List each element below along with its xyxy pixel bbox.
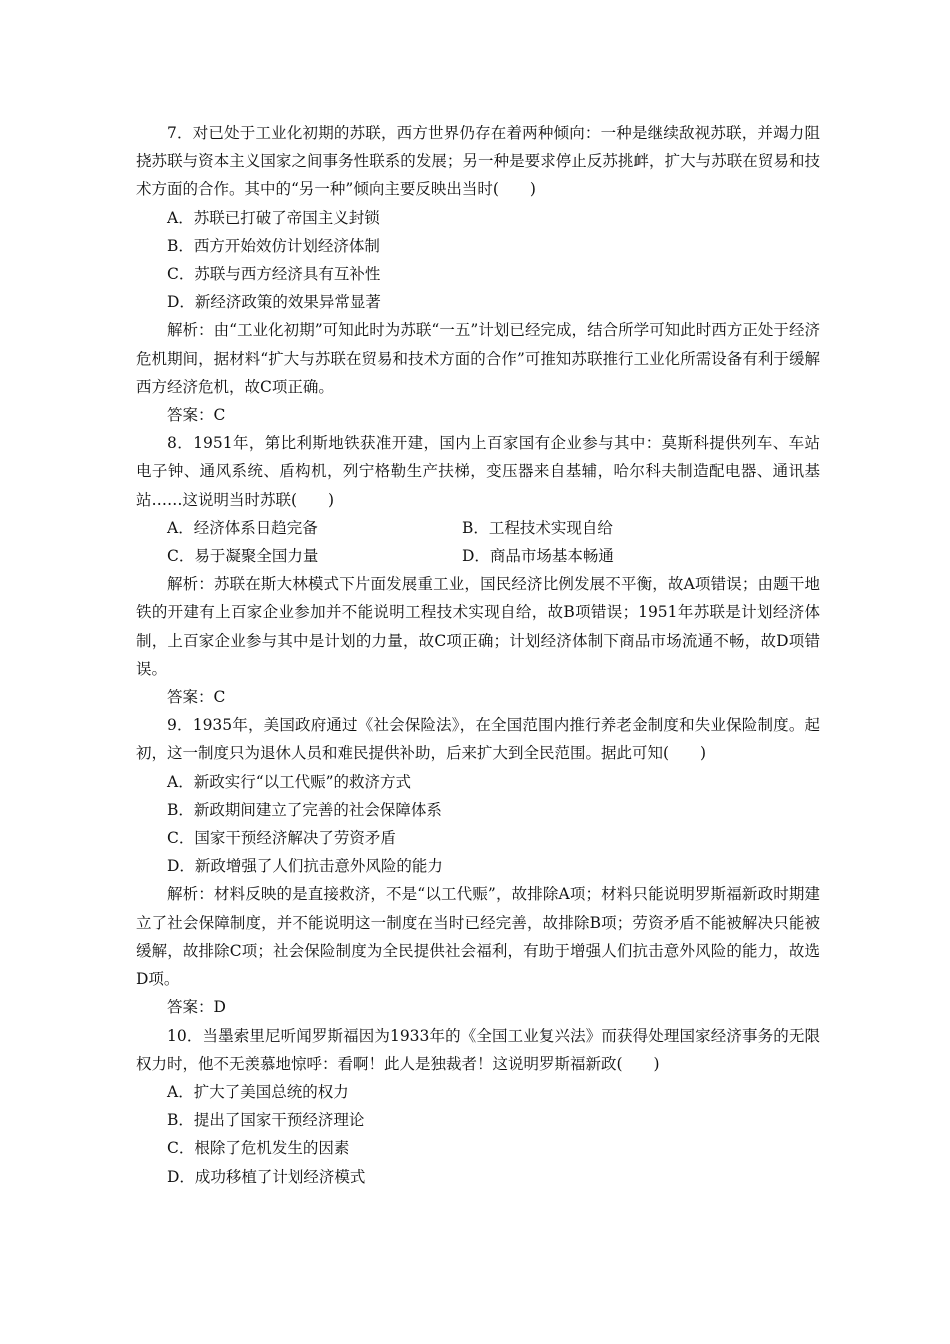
question-9-option-d: D．新政增强了人们抗击意外风险的能力 (167, 857, 443, 876)
question-7-answer: 答案：C (167, 406, 226, 425)
question-9-analysis: 解析：材料反映的是直接救济，不是“以工代赈”，故排除A项；材料只能说明罗斯福新政时期建立了社会保障制度，并不能说明这一制度在当时已经完善，故排除B项；劳资矛盾不能被解决只能被缓解，故排除C项；社会保险制度为全民提供社会福利，有助于增强人们抗击意外风险的能力，故选D项。 (136, 885, 820, 989)
question-8-options-row-2 (136, 542, 820, 570)
question-10-option-b: B．提出了国家干预经济理论 (167, 1111, 365, 1130)
question-7-option-b: B．西方开始效仿计划经济体制 (167, 236, 380, 255)
question-8-stem: 8．1951年，第比利斯地铁获准开建，国内上百家国有企业参与其中：莫斯科提供列车、车站电子钟、通风系统、盾构机，列宁格勒生产扶梯，变压器来自基辅，哈尔科夫制造配电器、通讯基站……这说明当时苏联( ) (136, 434, 820, 509)
question-8-option-d: D．商品市场基本畅通 (462, 547, 614, 566)
question-8-option-b: B．工程技术实现自给 (462, 518, 613, 537)
question-7-analysis: 解析：由“工业化初期”可知此时为苏联“一五”计划已经完成，结合所学可知此时西方正处于经济危机期间，据材料“扩大与苏联在贸易和技术方面的合作”可推知苏联推行工业化所需设备有利于缓解西方经济危机，故C项正确。 (136, 321, 820, 396)
question-9-option-a: A．新政实行“以工代赈”的救济方式 (167, 772, 412, 791)
question-10-option-d: D．成功移植了计划经济模式 (167, 1167, 366, 1186)
document-page (136, 119, 820, 1191)
question-10-option-c: C．根除了危机发生的因素 (167, 1139, 350, 1158)
question-9-option-c: C．国家干预经济解决了劳资矛盾 (167, 829, 396, 848)
question-7-option-c: C．苏联与西方经济具有互补性 (167, 265, 381, 284)
question-9-stem: 9．1935年，美国政府通过《社会保险法》，在全国范围内推行养老金制度和失业保险制度。起初，这一制度只为退休人员和难民提供补助，后来扩大到全民范围。据此可知( ) (136, 716, 820, 763)
question-8-options-row-1 (136, 514, 820, 542)
question-8-answer: 答案：C (167, 688, 226, 707)
question-7-stem: 7．对已处于工业化初期的苏联，西方世界仍存在着两种倾向：一种是继续敌视苏联，并竭力阻挠苏联与资本主义国家之间事务性联系的发展；另一种是要求停止反苏挑衅，扩大与苏联在贸易和技术方面的合作。其中的“另一种”倾向主要反映出当时( ) (136, 124, 820, 199)
question-8-analysis: 解析：苏联在斯大林模式下片面发展重工业，国民经济比例发展不平衡，故A项错误；由题干地铁的开建有上百家企业参加并不能说明工程技术实现自给，故B项错误；1951年苏联是计划经济体制，上百家企业参与其中是计划的力量，故C项正确；计划经济体制下商品市场流通不畅，故D项错误。 (136, 575, 820, 678)
question-10-option-a: A．扩大了美国总统的权力 (167, 1082, 349, 1101)
question-10-stem: 10．当墨索里尼听闻罗斯福因为1933年的《全国工业复兴法》而获得处理国家经济事务的无限权力时，他不无羡慕地惊呼：看啊！此人是独裁者！这说明罗斯福新政( ) (136, 1026, 820, 1073)
question-7-option-d: D．新经济政策的效果异常显著 (167, 293, 381, 312)
question-8-option-a: A．经济体系日趋完备 (167, 518, 318, 537)
question-7-option-a: A．苏联已打破了帝国主义封锁 (167, 208, 380, 227)
question-9-answer: 答案：D (167, 998, 226, 1017)
question-9-option-b: B．新政期间建立了完善的社会保障体系 (167, 800, 442, 819)
question-8-option-c: C．易于凝聚全国力量 (167, 547, 319, 566)
